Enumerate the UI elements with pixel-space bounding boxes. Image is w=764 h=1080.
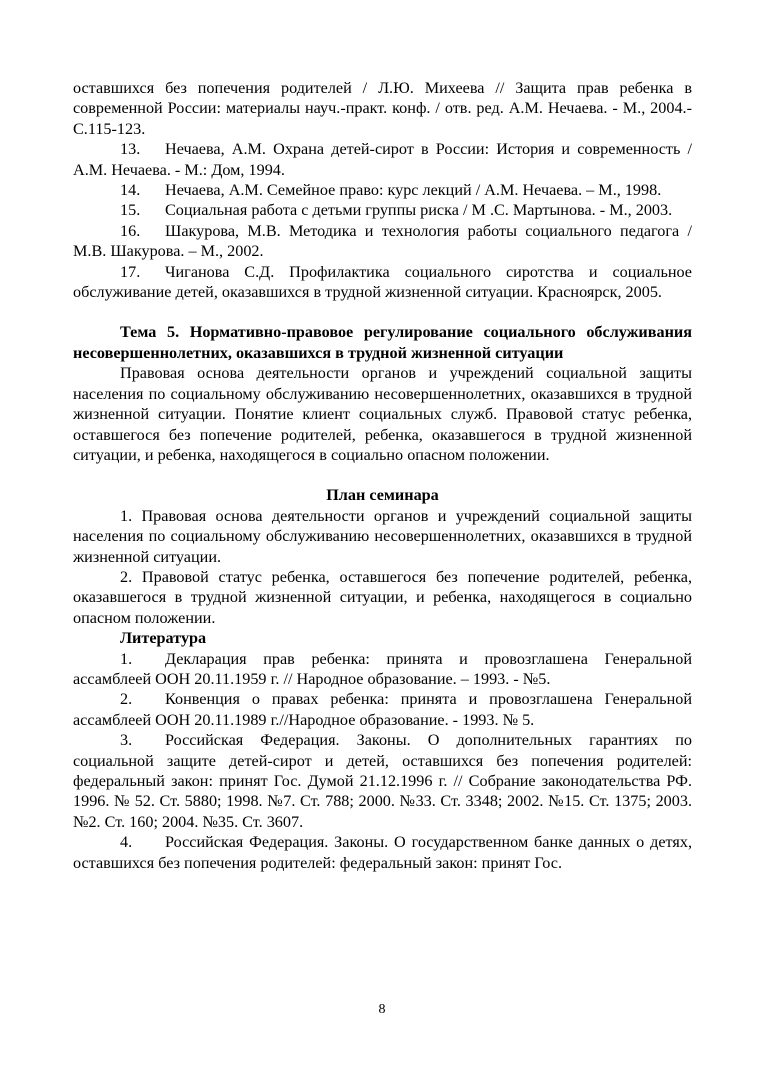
literature-number: 1. bbox=[120, 649, 133, 668]
literature-text: Конвенция о правах ребенка: принята и провозглашена Генеральной ассамблеей ООН 20.11.1989 г.//Народное образование. - 1993. № 5. bbox=[73, 690, 692, 729]
seminar-plan-title: План семинара bbox=[326, 486, 439, 505]
literature-item bbox=[73, 649, 692, 690]
literature-number: 4. bbox=[120, 833, 133, 852]
reference-number: 13. bbox=[120, 140, 141, 159]
reference-number: 15. bbox=[120, 201, 141, 220]
reference-text: Социальная работа с детьми группы риска / М .С. Мартынова. - М., 2003. bbox=[165, 201, 673, 220]
reference-continuation: оставшихся без попечения родителей / Л.Ю. Михеева // Защита прав ребенка в современной России: материалы науч.-практ. конф. / отв. ред. А.М. Нечаева. - М., 2004.- С.115-123. bbox=[73, 79, 692, 138]
seminar-plan-item: 1. Правовая основа деятельности органов и учреждений социальной защиты населения по социальному обслуживанию несовершеннолетних, оказавшихся в трудной жизненной ситуации. bbox=[73, 506, 692, 566]
reference-text: Нечаева, А.М. Охрана детей-сирот в России: История и современность / А.М. Нечаева. - М.: Дом, 1994. bbox=[73, 140, 692, 179]
reference-text: Нечаева, А.М. Семейное право: курс лекций / А.М. Нечаева. – М., 1998. bbox=[165, 181, 662, 200]
section-spacer bbox=[73, 302, 692, 322]
reference-item bbox=[73, 180, 692, 200]
literature-number: 3. bbox=[120, 731, 133, 750]
literature-item bbox=[73, 730, 692, 832]
section-spacer bbox=[73, 465, 692, 485]
reference-list-previous bbox=[73, 139, 692, 302]
reference-text: Шакурова, М.В. Методика и технология работы социального педагога / М.В. Шакурова. – М., 2002. bbox=[73, 221, 692, 261]
literature-title: Литература bbox=[120, 629, 207, 648]
reference-item bbox=[73, 139, 692, 180]
seminar-plan-item: 2. Правовой статус ребенка, оставшегося без попечение родителей, ребенка, оказавшегося в трудной жизненной ситуации, и ребенка, находящегося в социально опасном положении. bbox=[73, 567, 692, 627]
theme-description: Правовая основа деятельности органов и учреждений социальной защиты населения по социальному обслуживанию несовершеннолетних, оказавшихся в трудной жизненной ситуации. Понятие клиент социальных служб. Правовой статус ребенка, оставшегося без попечение родителей, ребенка, оказавшегося в трудной жизненной ситуации, и ребенка, находящегося в социально опасном положении. bbox=[73, 364, 692, 464]
literature-number: 2. bbox=[120, 690, 133, 709]
literature-item bbox=[73, 689, 692, 730]
literature-item bbox=[73, 832, 692, 873]
literature-text: Российская Федерация. Законы. О дополнительных гарантиях по социальной защите детей-сирот и детей, оставшихся без попечения родителей: федеральный закон: принят Гос. Думой 21.12.1996 г. // Собрание законодательства РФ. 1996. № 52. Ст. 5880; 1998. №7. Ст. 788; 2000. №33. Ст. 3348; 2002. №15. Ст. 1375; 2003. №2. Ст. 160; 2004. №35. Ст. 3607. bbox=[73, 731, 692, 831]
reference-item bbox=[73, 262, 692, 303]
reference-number: 14. bbox=[120, 181, 141, 200]
page-content bbox=[73, 78, 692, 873]
theme-title: Тема 5. Нормативно-правовое регулирование социального обслуживания несовершеннолетних, оказавшихся в трудной жизненной ситуации bbox=[73, 323, 692, 362]
reference-text: Чиганова С.Д. Профилактика социального сиротства и социальное обслуживание детей, оказавшихся в трудной жизненной ситуации. Красноярск, 2005. bbox=[73, 262, 692, 302]
page-number: 8 bbox=[378, 1002, 386, 1017]
literature-text: Декларация прав ребенка: принята и провозглашена Генеральной ассамблеей ООН 20.11.1959 г. // Народное образование. – 1993. - №5. bbox=[73, 649, 692, 688]
literature-text: Российская Федерация. Законы. О государственном банке данных о детях, оставшихся без попечения родителей: федеральный закон: принят Гос. bbox=[73, 833, 692, 872]
reference-item bbox=[73, 221, 692, 262]
reference-number: 16. bbox=[120, 221, 141, 240]
reference-item bbox=[73, 200, 692, 220]
reference-number: 17. bbox=[120, 262, 141, 281]
literature-list bbox=[73, 649, 692, 873]
